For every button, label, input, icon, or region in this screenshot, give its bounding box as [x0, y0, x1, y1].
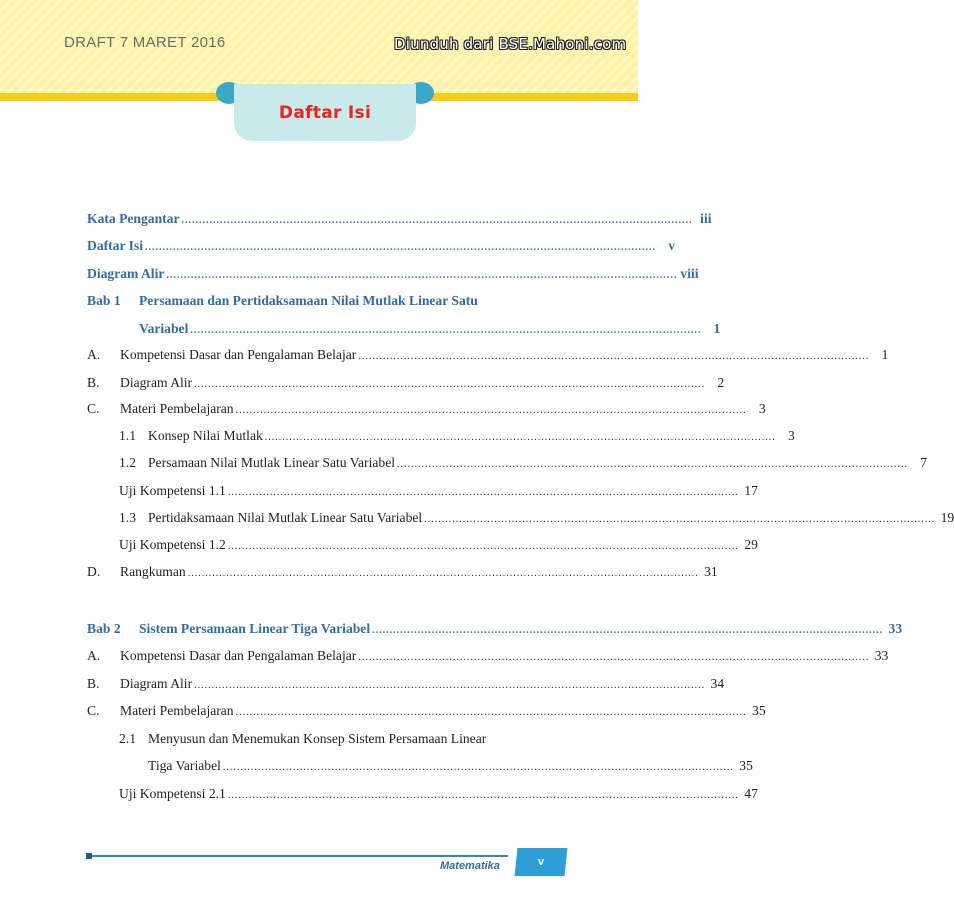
toc-entry-number: C. — [87, 401, 100, 416]
toc-entry — [87, 293, 569, 313]
toc-entry — [87, 510, 954, 530]
footer-subject: Matematika — [440, 860, 500, 872]
toc-entry — [87, 455, 928, 475]
toc-entry-page: 35 — [739, 758, 753, 773]
toc-entry-page: 7 — [920, 455, 928, 470]
toc-entry-page: v — [668, 238, 676, 253]
toc-entry-title: Uji Kompetensi 1.2 — [119, 537, 226, 552]
toc-dot-leader: .................................................................................................................................................. — [222, 762, 734, 773]
toc-dot-leader: .................................................................................................................................................. — [190, 325, 702, 336]
toc-dot-leader: .................................................................................................................................................. — [194, 680, 706, 691]
toc-entry — [87, 211, 712, 231]
toc-entry-page: 31 — [704, 564, 718, 579]
page-number: v — [537, 856, 545, 868]
toc-entry — [87, 375, 725, 395]
toc-entry-number: A. — [87, 347, 101, 362]
toc-entry-title: Sistem Persamaan Linear Tiga Variabel — [139, 621, 371, 636]
toc-entry-page: 34 — [710, 676, 725, 691]
toc-dot-leader: .................................................................................................................................................. — [194, 379, 706, 390]
toc-entry-number: 1.1 — [119, 428, 136, 443]
toc-entry-number: B. — [87, 375, 100, 390]
toc-entry-number: D. — [87, 564, 101, 579]
toc-entry — [87, 564, 718, 584]
toc-entry-page: 29 — [744, 537, 758, 552]
toc-entry — [87, 703, 766, 723]
toc-entry-title: Persamaan Nilai Mutlak Linear Satu Variabel — [148, 455, 396, 470]
toc-entry-page: 17 — [744, 483, 758, 498]
toc-entry — [87, 321, 721, 341]
toc-entry-page: 2 — [717, 375, 725, 390]
toc-entry — [87, 676, 725, 696]
toc-entry-page: 1 — [881, 347, 889, 362]
toc-entry — [87, 537, 758, 557]
toc-entry-title: Uji Kompetensi 2.1 — [119, 786, 226, 801]
toc-entry-title: Rangkuman — [120, 564, 186, 579]
toc-entry-page: 3 — [758, 401, 766, 416]
toc-entry — [87, 786, 758, 806]
draft-label: DRAFT 7 MARET 2016 — [64, 34, 226, 51]
toc-entry-title: Persamaan dan Pertidaksamaan Nilai Mutlak Linear Satu — [139, 293, 478, 308]
toc-entry-title: Kata Pengantar — [87, 211, 180, 226]
toc-entry-number: A. — [87, 648, 101, 663]
toc-entry — [87, 758, 753, 778]
toc-entry-page: viii — [680, 266, 699, 281]
toc-entry-number: 1.2 — [119, 455, 136, 470]
toc-entry-page: 3 — [787, 428, 795, 443]
toc-entry-page: 1 — [713, 321, 721, 336]
toc-entry — [87, 238, 676, 258]
toc-entry-title: Diagram Alir — [120, 676, 193, 691]
toc-dot-leader: .................................................................................................................................................. — [235, 707, 747, 718]
toc-dot-leader: .................................................................................................................................................. — [358, 351, 870, 362]
toc-dot-leader: .................................................................................................................................................. — [187, 568, 699, 579]
toc-entry — [87, 648, 889, 668]
toc-entry — [87, 347, 889, 367]
toc-entry — [87, 731, 569, 751]
toc-dot-leader: .................................................................................................................................................. — [264, 432, 776, 443]
toc-entry-page: 19 — [940, 510, 954, 525]
toc-entry-page: iii — [700, 211, 712, 226]
toc-entry — [87, 483, 758, 503]
toc-entry-title: Konsep Nilai Mutlak — [148, 428, 263, 443]
toc-entry-number: 2.1 — [119, 731, 136, 746]
toc-entry-title: Menyusun dan Menemukan Konsep Sistem Persamaan Linear — [148, 731, 487, 746]
toc-entry-title: Kompetensi Dasar dan Pengalaman Belajar — [120, 347, 357, 362]
toc-entry-title: Daftar Isi — [87, 238, 144, 253]
footer-line — [92, 855, 508, 857]
toc-dot-leader: .................................................................................................................................................. — [145, 242, 657, 253]
toc-entry — [87, 266, 699, 286]
toc-entry-page: 33 — [888, 621, 903, 636]
toc-dot-leader: .................................................................................................................................................. — [235, 405, 747, 416]
toc-dot-leader: .................................................................................................................................................. — [372, 625, 884, 636]
toc-entry-title: Variabel — [139, 321, 189, 336]
toc-dot-leader: .................................................................................................................................................. — [181, 215, 693, 226]
toc-entry-page: 33 — [874, 648, 889, 663]
title-tab — [234, 84, 416, 141]
toc-entry-number: Bab 1 — [87, 293, 121, 308]
toc-dot-leader: .................................................................................................................................................. — [358, 652, 870, 663]
toc-entry-page: 35 — [752, 703, 766, 718]
toc-dot-leader: .................................................................................................................................................. — [227, 790, 739, 801]
toc-entry-title: Materi Pembelajaran — [120, 703, 234, 718]
toc-entry-title: Kompetensi Dasar dan Pengalaman Belajar — [120, 648, 357, 663]
toc-entry-number: 1.3 — [119, 510, 136, 525]
toc-entry-page: 47 — [744, 786, 758, 801]
toc-entry — [87, 401, 766, 421]
toc-entry-number: Bab 2 — [87, 621, 121, 636]
toc-dot-leader: .................................................................................................................................................. — [227, 541, 739, 552]
toc-dot-leader: .................................................................................................................................................. — [166, 270, 678, 281]
toc-entry-title: Diagram Alir — [120, 375, 193, 390]
toc-dot-leader: .................................................................................................................................................. — [227, 487, 739, 498]
toc-entry-title: Tiga Variabel — [148, 758, 221, 773]
toc-entry-number: C. — [87, 703, 100, 718]
page-number-box — [515, 848, 568, 876]
page-title: Daftar Isi — [278, 102, 372, 123]
toc-entry — [87, 428, 795, 448]
watermark: Diunduh dari BSE.Mahoni.com — [394, 35, 627, 53]
toc-entry-title: Pertidaksamaan Nilai Mutlak Linear Satu Variabel — [148, 510, 423, 525]
toc-entry-title: Materi Pembelajaran — [120, 401, 234, 416]
toc-entry — [87, 621, 903, 641]
toc-entry-title: Uji Kompetensi 1.1 — [119, 483, 226, 498]
toc-dot-leader: .................................................................................................................................................. — [424, 514, 936, 525]
toc-entry-number: B. — [87, 676, 100, 691]
toc-entry-title: Diagram Alir — [87, 266, 165, 281]
toc-dot-leader: .................................................................................................................................................. — [397, 459, 909, 470]
